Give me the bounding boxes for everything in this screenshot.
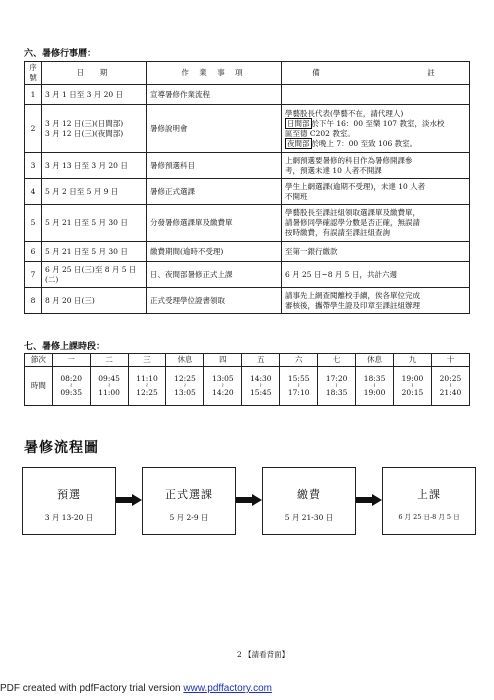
time-start: 09:45: [98, 374, 120, 384]
flow-step-title: 上課: [417, 488, 441, 501]
note-line: 請事先上網查閱離校手續，俟各單位完成: [285, 290, 420, 300]
row-item: 繳費期間(逾時不受理): [147, 242, 282, 262]
period-cell: 七: [318, 354, 356, 367]
tilde-separator: ≀: [259, 381, 262, 389]
page-number: 2 【請看背面】: [237, 650, 290, 659]
time-end: 17:10: [287, 388, 310, 398]
note-line: 區至德 C202 教室。: [285, 128, 355, 138]
flow-step-payment: [262, 467, 356, 535]
row-note: [282, 179, 470, 205]
period-row-label: 節次: [25, 354, 53, 367]
time-cell: [356, 367, 394, 406]
date-line: (二): [45, 274, 59, 284]
time-end: 11:00: [98, 388, 120, 398]
period-header-row: [25, 354, 470, 367]
row-no: 8: [25, 288, 42, 314]
time-cell: [204, 367, 242, 406]
date-line: 3 月 12 日(三)(日間部): [45, 118, 124, 128]
row-item: 暑修預選科目: [147, 153, 282, 179]
row-date: 3 月 1 日至 3 月 20 日: [42, 85, 147, 105]
footer-link[interactable]: www.pdffactory.com: [183, 683, 272, 694]
tilde-separator: ≀: [107, 381, 111, 389]
time-end: 15:45: [249, 388, 272, 398]
note-line: 請暑修同學確認學分數是否正確，無誤請: [285, 218, 420, 228]
time-end: 13:05: [174, 388, 196, 398]
header-no: 序號: [25, 62, 42, 85]
tilde-separator: ≀: [335, 381, 338, 389]
flow-step-registration: [142, 467, 236, 535]
table-row: [25, 288, 470, 314]
table-row: [25, 85, 470, 105]
table-row: [25, 153, 470, 179]
row-note: 6 月 25 日~8 月 5 日，共計六週: [282, 262, 470, 288]
row-date: 5 月 21 日至 5 月 30 日: [42, 242, 147, 262]
time-end: 14:20: [212, 388, 234, 398]
time-cell: [52, 367, 90, 406]
note-line: 上網預選要暑修的科目作為暑修開課參: [285, 155, 413, 165]
row-date: [42, 105, 147, 153]
time-end: 21:40: [439, 388, 462, 398]
tilde-separator: ≀: [373, 381, 376, 389]
row-note: [282, 288, 470, 314]
time-cell: [128, 367, 166, 406]
row-note: [282, 105, 470, 153]
time-start: 18:35: [363, 374, 386, 384]
flow-step-date: 6 月 25 日-8 月 5 日: [398, 513, 460, 521]
time-start: 12:25: [174, 374, 196, 384]
time-start: 19:00: [401, 374, 424, 384]
header-note: 備 註: [282, 62, 470, 85]
pdf-footer: [0, 683, 272, 694]
summer-schedule-table: [24, 61, 470, 314]
date-line: 3 月 12 日(三)(夜間部): [45, 128, 124, 138]
flow-step-date: 5 月 2-9 日: [169, 513, 209, 522]
tilde-separator: ≀: [449, 381, 452, 389]
note-text: 於下午 16：00 至樂 107 教室，淡水校: [311, 118, 445, 128]
flow-step-date: 3 月 13-20 日: [44, 513, 94, 522]
header-date: 日 期: [42, 62, 147, 85]
note-line: [285, 139, 466, 149]
time-end: 20:15: [401, 388, 424, 398]
row-note: [282, 205, 470, 242]
time-cell: [318, 367, 356, 406]
time-start: 14:30: [249, 374, 272, 384]
row-no: 7: [25, 262, 42, 288]
time-start: 17:20: [325, 374, 348, 384]
note-line: 考，預選未達 10 人者不開課: [285, 165, 382, 175]
period-cell: 十: [431, 354, 469, 367]
row-note: [282, 85, 470, 105]
note-line: 審核後，攜帶學生證及印章至課註組辦理: [285, 300, 420, 310]
flow-step-preselect: [22, 467, 116, 535]
row-note: 至第一銀行繳款: [282, 242, 470, 262]
tilde-separator: ≀: [297, 381, 300, 389]
flow-step-title: 預選: [57, 488, 81, 501]
night-division-tag: 夜間部: [287, 138, 310, 148]
time-cell: [242, 367, 280, 406]
note-line: 不開班: [285, 191, 308, 201]
period-cell: 五: [242, 354, 280, 367]
period-cell: 休息: [166, 354, 204, 367]
row-item: 暑修正式選課: [147, 179, 282, 205]
table-row: [25, 242, 470, 262]
note-line: 學生上網選課(逾期不受理)，未達 10 人者: [285, 181, 426, 191]
flow-step-date: 5 月 21-30 日: [284, 513, 334, 522]
row-item: 日、夜間部暑修正式上課: [147, 262, 282, 288]
time-start: 08:20: [60, 374, 82, 384]
period-cell: 四: [204, 354, 242, 367]
row-date: 8 月 20 日(三): [42, 288, 147, 314]
table-row: [25, 179, 470, 205]
header-item: 作 業 事 項: [147, 62, 282, 85]
time-end: 18:35: [325, 388, 348, 398]
row-no: 3: [25, 153, 42, 179]
tilde-separator: ≀: [411, 381, 414, 389]
row-date: 5 月 2 日至 5 月 9 日: [42, 179, 147, 205]
row-no: 5: [25, 205, 42, 242]
day-division-tag: 日間部: [287, 118, 310, 128]
row-date: 3 月 13 日至 3 月 20 日: [42, 153, 147, 179]
flow-step-title: 繳費: [297, 488, 321, 501]
time-cell: [280, 367, 318, 406]
row-date: [42, 262, 147, 288]
time-end: 12:25: [136, 388, 158, 398]
row-no: 6: [25, 242, 42, 262]
time-cell: [394, 367, 432, 406]
time-row-label: 時間: [25, 367, 53, 406]
time-end: 09:35: [60, 388, 82, 398]
period-cell: 休息: [356, 354, 394, 367]
table-row: [25, 205, 470, 242]
period-cell: 九: [394, 354, 432, 367]
time-cell: [431, 367, 469, 406]
table-header-row: [25, 62, 470, 85]
row-no: 2: [25, 105, 42, 153]
note-line: 學藝股長代表(學藝不在，請代理人): [285, 108, 404, 118]
flow-step-classes: [382, 467, 476, 535]
tilde-separator: ≀: [221, 381, 224, 389]
tilde-separator: ≀: [145, 381, 149, 389]
period-cell: 六: [280, 354, 318, 367]
row-no: 1: [25, 85, 42, 105]
period-cell: 二: [90, 354, 128, 367]
row-date: 5 月 21 日至 5 月 30 日: [42, 205, 147, 242]
row-item: 宣導暑修作業流程: [147, 85, 282, 105]
note-line: [285, 119, 466, 129]
flow-step-title: 正式選課: [165, 488, 213, 501]
row-item: 暑修說明會: [147, 105, 282, 153]
tilde-separator: ≀: [183, 381, 187, 389]
row-note: [282, 153, 470, 179]
tilde-separator: ≀: [70, 381, 73, 389]
date-line: 6 月 25 日(三)至 8 月 5 日: [45, 264, 137, 274]
time-start: 15:55: [287, 374, 310, 384]
note-line: 學藝股長至課註組領取選課單及繳費單，: [285, 208, 420, 218]
arrow-right-icon: [116, 494, 142, 506]
arrow-right-icon: [356, 494, 382, 506]
row-item: 分發暑修選課單及繳費單: [147, 205, 282, 242]
period-cell: 一: [52, 354, 90, 367]
time-cell: [166, 367, 204, 406]
time-start: 20:25: [439, 374, 462, 384]
footer-text: PDF created with pdfFactory trial version: [0, 683, 184, 694]
time-start: 13:05: [212, 374, 234, 384]
time-cell: [90, 367, 128, 406]
note-line: 按時繳費，有誤請至課註組查詢: [285, 228, 390, 238]
table-row: [25, 262, 470, 288]
period-cell: 三: [128, 354, 166, 367]
row-no: 4: [25, 179, 42, 205]
section6-title: 六、暑修行事曆：: [24, 49, 97, 59]
time-end: 19:00: [363, 388, 386, 398]
row-item: 正式受理學位證書領取: [147, 288, 282, 314]
note-text: 於晚上 7：00 至致 106 教室。: [311, 138, 418, 148]
arrow-right-icon: [236, 494, 262, 506]
time-row: [25, 367, 470, 406]
table-row: [25, 105, 470, 153]
class-periods-table: [24, 353, 470, 406]
flow-chart-title: 暑修流程圖: [24, 440, 99, 456]
time-start: 11:10: [136, 374, 158, 384]
section7-title: 七、暑修上課時段：: [24, 342, 106, 352]
